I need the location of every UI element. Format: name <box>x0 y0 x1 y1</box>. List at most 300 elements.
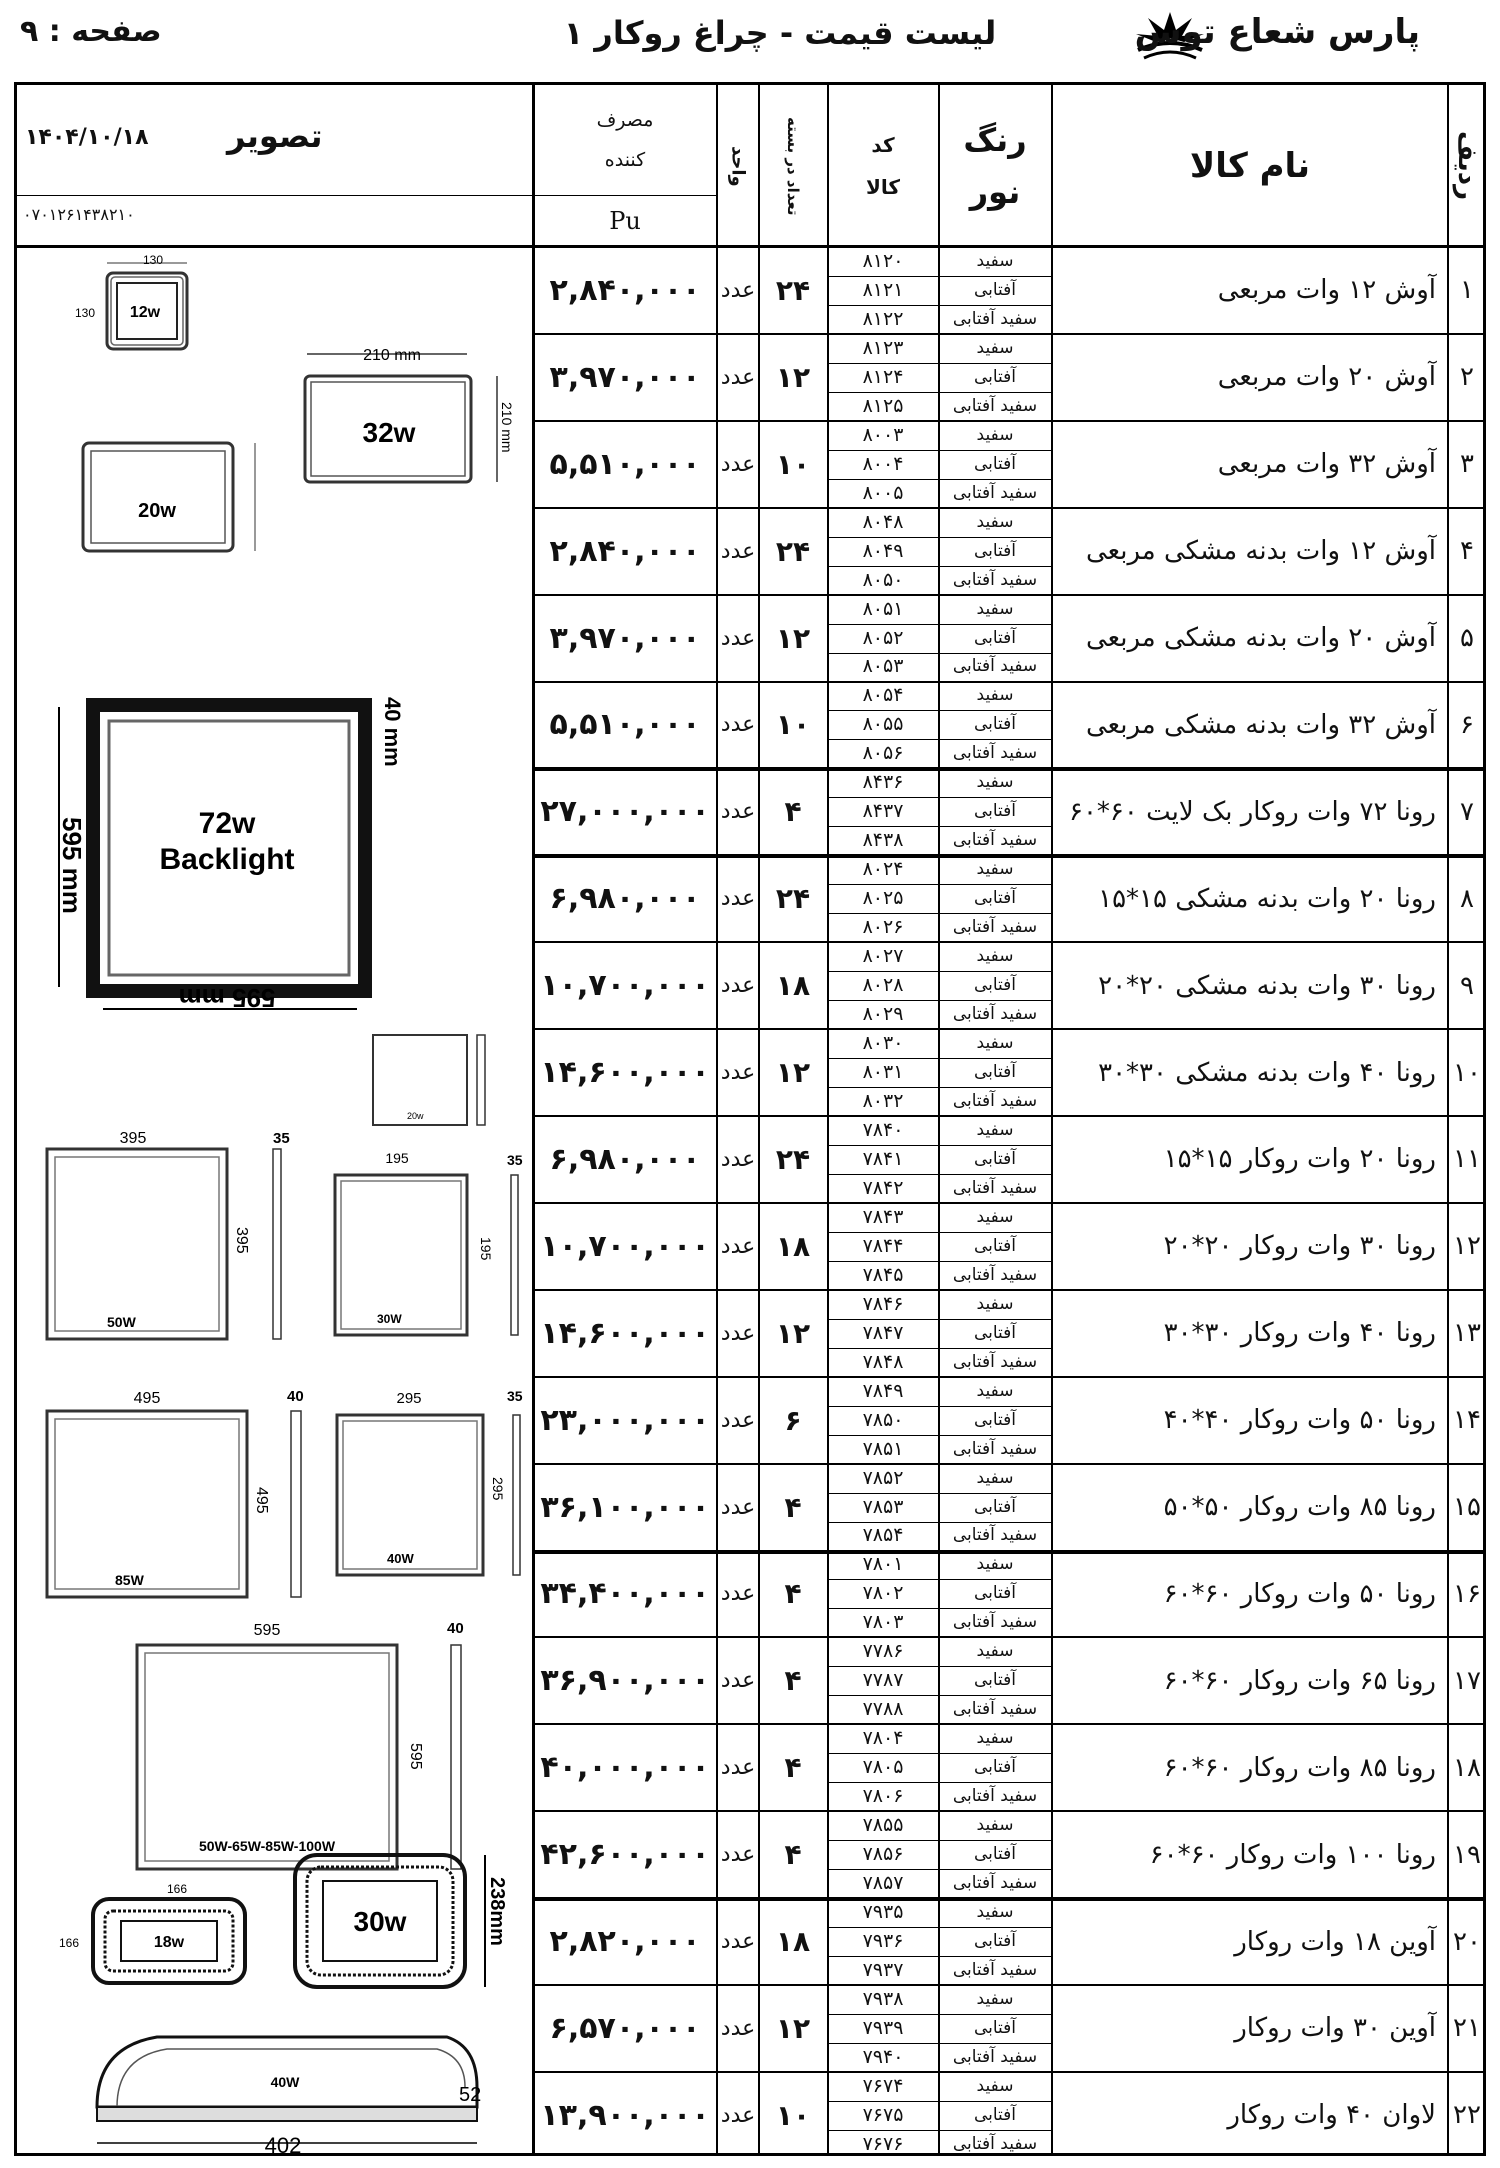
label-32w: 32w <box>362 417 416 448</box>
light-color: آفتابی <box>973 1235 1017 1256</box>
row-divider <box>533 1636 1483 1638</box>
row-number: ۱۲ <box>1453 1231 1481 1262</box>
column-header-pack: تعداد در بسته <box>784 116 802 216</box>
row-number: ۲ <box>1460 362 1474 393</box>
table-row <box>533 942 1489 1029</box>
dim-35-c: 35 <box>507 1388 523 1404</box>
contact-phone: ۰۷۰۱۲۶۱۴۳۸۲۱۰ <box>23 205 135 224</box>
unit: عدد <box>720 1668 756 1694</box>
product-code: ۸۰۰۵ <box>862 481 904 504</box>
pack-quantity: ۱۸ <box>775 969 811 1003</box>
light-color: سفید آفتابی <box>952 1525 1038 1546</box>
light-color: سفید <box>976 1119 1014 1140</box>
column-header-price-line1: مصرف <box>596 109 654 131</box>
product-code: ۸۴۳۸ <box>862 829 904 852</box>
light-color: سفید آفتابی <box>952 1351 1038 1372</box>
light-color: سفید <box>976 424 1014 445</box>
column-divider <box>716 85 718 2153</box>
table-row <box>533 334 1489 421</box>
page-number: صفحه : ۹ <box>20 14 162 49</box>
product-code: ۷۸۵۶ <box>862 1843 904 1866</box>
product-code: ۷۸۵۳ <box>862 1495 904 1518</box>
row-divider <box>533 1463 1483 1465</box>
row-divider <box>533 1028 1483 1030</box>
pack-quantity: ۴ <box>784 1751 802 1785</box>
row-divider <box>533 1115 1483 1117</box>
product-code: ۸۰۲۸ <box>862 974 904 997</box>
row-number: ۷ <box>1460 796 1474 827</box>
document-title: لیست قیمت - چراغ روکار ۱ <box>563 14 997 52</box>
product-code: ۸۰۲۹ <box>862 1003 904 1026</box>
product-name: آوش ۳۲ وات مربعی <box>1217 449 1436 480</box>
dim-40-b: 40 <box>447 1620 464 1637</box>
row-number: ۶ <box>1460 709 1474 740</box>
unit: عدد <box>720 1407 756 1433</box>
row-number: ۲۰ <box>1453 1926 1481 1957</box>
dim-35-a: 35 <box>273 1130 290 1147</box>
light-color: آفتابی <box>973 714 1017 735</box>
dim-52: 52 <box>459 2084 482 2106</box>
light-color: سفید <box>976 1293 1014 1314</box>
unit: عدد <box>720 2102 756 2128</box>
table-row <box>533 1464 1489 1551</box>
avin-30w-image <box>287 1847 517 1997</box>
pu-divider <box>533 195 717 196</box>
light-color: سفید <box>976 1902 1014 1923</box>
light-colors <box>939 768 1051 855</box>
product-name: آوین ۱۸ وات روکار <box>1234 1926 1436 1957</box>
row-number: ۱۳ <box>1453 1318 1481 1349</box>
light-color: آفتابی <box>973 1844 1017 1865</box>
header-divider <box>17 245 1483 248</box>
price-date: ۱۴۰۴/۱۰/۱۸ <box>25 125 149 150</box>
row-divider <box>533 1897 1483 1901</box>
pack-quantity: ۱۲ <box>775 621 811 655</box>
product-codes <box>828 1985 938 2072</box>
product-code: ۷۸۰۵ <box>862 1756 904 1779</box>
label-30w-avin: 30w <box>353 1906 407 1937</box>
light-color: آفتابی <box>973 1322 1017 1343</box>
pack-quantity: ۱۸ <box>775 1229 811 1263</box>
product-code: ۸۰۴۸ <box>862 510 904 533</box>
table-row <box>533 1551 1489 1638</box>
light-color: آفتابی <box>973 1670 1017 1691</box>
column-header-price-line2: کننده <box>604 149 646 171</box>
light-color: سفید آفتابی <box>952 2133 1038 2154</box>
row-number: ۹ <box>1460 970 1474 1001</box>
product-code: ۷۸۵۲ <box>862 1466 904 1489</box>
product-code: ۷۸۰۴ <box>862 1727 904 1750</box>
light-color: آفتابی <box>973 888 1017 909</box>
light-color: سفید <box>976 1467 1014 1488</box>
product-name: آوش ۱۲ وات بدنه مشکی مربعی <box>1086 536 1436 567</box>
product-code: ۷۷۸۶ <box>862 1640 904 1663</box>
light-color: سفید <box>976 1641 1014 1662</box>
light-color: سفید <box>976 2075 1014 2096</box>
product-code: ۷۹۳۹ <box>862 2016 904 2039</box>
light-color: سفید <box>976 1988 1014 2009</box>
product-codes <box>828 1811 938 1898</box>
product-name: رونا ۴۰ وات بدنه مشکی ۳۰*۳۰ <box>1098 1057 1436 1088</box>
pack-quantity: ۶ <box>784 1403 802 1437</box>
unit: عدد <box>720 2015 756 2041</box>
pack-quantity: ۲۴ <box>775 1142 811 1176</box>
rona-50w-image <box>37 1127 297 1347</box>
brand-name: پارس شعاع توس <box>1134 12 1420 52</box>
light-colors <box>939 1637 1051 1724</box>
product-codes <box>828 1464 938 1551</box>
dim-595-side: 595 <box>407 1743 424 1770</box>
light-color: سفید <box>976 1554 1014 1575</box>
row-number: ۲۲ <box>1453 2100 1481 2131</box>
consumer-price: ۱۴,۶۰۰,۰۰۰ <box>540 1315 710 1351</box>
dim-166-side: 166 <box>59 1936 80 1950</box>
light-color: سفید آفتابی <box>952 1438 1038 1459</box>
product-code: ۷۹۳۵ <box>862 1901 904 1924</box>
light-color: سفید آفتابی <box>952 830 1038 851</box>
light-color: سفید آفتابی <box>952 743 1038 764</box>
product-code: ۸۰۵۴ <box>862 684 904 707</box>
light-color: آفتابی <box>973 1148 1017 1169</box>
light-color: آفتابی <box>973 453 1017 474</box>
product-code: ۸۰۲۷ <box>862 945 904 968</box>
consumer-price: ۲۳,۰۰۰,۰۰۰ <box>540 1402 710 1438</box>
light-color: سفید آفتابی <box>952 2046 1038 2067</box>
product-name: رونا ۴۰ وات روکار ۳۰*۳۰ <box>1163 1318 1436 1349</box>
product-code: ۸۰۳۰ <box>862 1032 904 1055</box>
product-code: ۸۰۵۵ <box>862 713 904 736</box>
light-color: سفید آفتابی <box>952 569 1038 590</box>
unit: عدد <box>720 1755 756 1781</box>
row-number: ۱۹ <box>1453 1839 1481 1870</box>
pack-quantity: ۱۲ <box>775 1056 811 1090</box>
product-name: رونا ۷۲ وات روکار بک لایت ۶۰*۶۰ <box>1068 796 1436 827</box>
product-code: ۸۰۳۲ <box>862 1089 904 1112</box>
column-header-code-line1: کد <box>871 133 895 157</box>
product-code: ۷۷۸۷ <box>862 1669 904 1692</box>
light-color: آفتابی <box>973 627 1017 648</box>
light-color: آفتابی <box>973 2104 1017 2125</box>
product-name: آوش ۱۲ وات مربعی <box>1217 275 1436 306</box>
light-colors <box>939 2072 1051 2159</box>
unit: عدد <box>720 886 756 912</box>
consumer-price: ۲,۸۲۰,۰۰۰ <box>549 1924 701 1960</box>
label-40w: 40W <box>387 1551 414 1566</box>
light-color: سفید آفتابی <box>952 1786 1038 1807</box>
product-name: رونا ۲۰ وات روکار ۱۵*۱۵ <box>1163 1144 1436 1175</box>
product-code: ۷۸۵۰ <box>862 1408 904 1431</box>
product-code: ۷۸۴۸ <box>862 1350 904 1373</box>
price-table <box>14 82 1486 2156</box>
product-name: رونا ۸۵ وات روکار ۵۰*۵۰ <box>1163 1492 1436 1523</box>
unit: عدد <box>720 1060 756 1086</box>
product-code: ۸۰۵۶ <box>862 742 904 765</box>
column-header-pu: Pu <box>609 207 641 235</box>
product-codes <box>828 421 938 508</box>
light-color: آفتابی <box>973 1583 1017 1604</box>
avosh-12w-image <box>67 255 197 355</box>
product-code: ۸۱۲۲ <box>862 307 904 330</box>
unit: عدد <box>720 451 756 477</box>
light-color: سفید <box>976 1206 1014 1227</box>
row-divider <box>533 681 1483 683</box>
row-number: ۱ <box>1460 275 1474 306</box>
product-name: آوش ۳۲ وات بدنه مشکی مربعی <box>1086 709 1436 740</box>
product-code: ۷۸۴۶ <box>862 1292 904 1315</box>
light-color: آفتابی <box>973 1062 1017 1083</box>
product-code: ۸۴۳۶ <box>862 771 904 794</box>
product-code: ۷۷۸۸ <box>862 1698 904 1721</box>
product-name: آوین ۳۰ وات روکار <box>1234 2013 1436 2044</box>
light-color: آفتابی <box>973 1496 1017 1517</box>
light-colors <box>939 682 1051 769</box>
unit: عدد <box>720 625 756 651</box>
light-colors <box>939 1377 1051 1464</box>
unit: عدد <box>720 1494 756 1520</box>
product-code: ۷۸۵۴ <box>862 1524 904 1547</box>
product-code: ۸۱۲۴ <box>862 365 904 388</box>
dim-402: 402 <box>264 2133 302 2158</box>
unit: عدد <box>720 1233 756 1259</box>
dim-595-top: 595 <box>253 1622 281 1639</box>
consumer-price: ۱۰,۷۰۰,۰۰۰ <box>540 1228 710 1264</box>
product-code: ۷۸۵۵ <box>862 1814 904 1837</box>
light-color: سفید <box>976 859 1014 880</box>
dim-595mm-bottom: 595 mm <box>178 983 276 1013</box>
column-header-color-line2: نور <box>969 173 1021 211</box>
product-code: ۷۹۳۷ <box>862 1958 904 1981</box>
product-codes <box>828 247 938 334</box>
product-codes <box>828 334 938 421</box>
table-row <box>533 768 1489 855</box>
label-20w: 20w <box>138 500 176 522</box>
row-divider <box>533 1810 1483 1812</box>
brand <box>1130 6 1420 66</box>
pack-quantity: ۱۰ <box>775 708 811 742</box>
column-divider <box>938 85 940 2153</box>
product-code: ۷۸۴۷ <box>862 1321 904 1344</box>
consumer-price: ۳۶,۱۰۰,۰۰۰ <box>540 1489 710 1525</box>
label-30w: 30W <box>377 1312 402 1326</box>
pack-quantity: ۱۲ <box>775 360 811 394</box>
product-code: ۷۸۰۶ <box>862 1785 904 1808</box>
row-divider <box>533 854 1483 858</box>
lavan-40w-image <box>77 2017 497 2157</box>
table-row <box>533 1029 1489 1116</box>
light-color: سفید آفتابی <box>952 1873 1038 1894</box>
light-color: سفید آفتابی <box>952 1090 1038 1111</box>
row-number: ۸ <box>1460 883 1474 914</box>
product-name: لاوان ۴۰ وات روکار <box>1227 2100 1436 2131</box>
light-color: آفتابی <box>973 975 1017 996</box>
table-row <box>533 1637 1489 1724</box>
pack-quantity: ۴ <box>784 795 802 829</box>
table-row <box>533 1985 1489 2072</box>
avin-18w-image <box>47 1879 267 1989</box>
light-color: سفید آفتابی <box>952 482 1038 503</box>
product-code: ۸۰۴۹ <box>862 539 904 562</box>
row-number: ۱۴ <box>1453 1405 1481 1436</box>
light-colors <box>939 1551 1051 1638</box>
light-colors <box>939 334 1051 421</box>
product-code: ۷۹۳۸ <box>862 1987 904 2010</box>
product-code: ۷۸۴۹ <box>862 1379 904 1402</box>
dim-166-top: 166 <box>166 1882 188 1896</box>
dim-295-top: 295 <box>396 1390 422 1407</box>
table-row <box>533 1724 1489 1811</box>
unit: عدد <box>720 1842 756 1868</box>
product-code: ۷۸۵۷ <box>862 1872 904 1895</box>
product-codes <box>828 942 938 1029</box>
consumer-price: ۲,۸۴۰,۰۰۰ <box>549 533 701 569</box>
product-codes <box>828 2072 938 2159</box>
product-codes <box>828 1116 938 1203</box>
dim-130-top: 130 <box>142 253 164 267</box>
product-code: ۸۰۰۳ <box>862 423 904 446</box>
row-divider <box>533 1376 1483 1378</box>
product-code: ۷۹۴۰ <box>862 2045 904 2068</box>
consumer-price: ۲,۸۴۰,۰۰۰ <box>549 272 701 308</box>
row-number: ۱۵ <box>1453 1492 1481 1523</box>
row-divider <box>533 507 1483 509</box>
light-color: آفتابی <box>973 1931 1017 1952</box>
product-name: رونا ۱۰۰ وات روکار ۶۰*۶۰ <box>1149 1839 1436 1870</box>
consumer-price: ۳۶,۹۰۰,۰۰۰ <box>540 1663 710 1699</box>
label-multi-watt: 50W-65W-85W-100W <box>198 1838 336 1854</box>
pack-quantity: ۲۴ <box>775 534 811 568</box>
consumer-price: ۱۳,۹۰۰,۰۰۰ <box>540 2097 710 2133</box>
light-color: سفید <box>976 337 1014 358</box>
table-row <box>533 247 1489 334</box>
light-color: سفید <box>976 1728 1014 1749</box>
light-colors <box>939 1116 1051 1203</box>
unit: عدد <box>720 1146 756 1172</box>
pack-quantity: ۲۴ <box>775 882 811 916</box>
light-color: سفید آفتابی <box>952 656 1038 677</box>
column-header-radif: ردیف <box>1452 131 1482 201</box>
row-number: ۱۷ <box>1453 1665 1481 1696</box>
unit: عدد <box>720 712 756 738</box>
pack-quantity: ۴ <box>784 1664 802 1698</box>
light-colors <box>939 1203 1051 1290</box>
row-divider <box>533 941 1483 943</box>
table-row <box>533 855 1489 942</box>
product-codes <box>828 1724 938 1811</box>
column-header-unit: واحد <box>727 145 749 187</box>
column-header-price <box>533 85 717 195</box>
unit: عدد <box>720 1581 756 1607</box>
product-code: ۸۱۲۵ <box>862 394 904 417</box>
row-number: ۱۰ <box>1453 1057 1481 1088</box>
column-header-color <box>939 85 1051 247</box>
light-colors <box>939 421 1051 508</box>
product-code: ۷۸۰۳ <box>862 1611 904 1634</box>
table-row <box>533 1203 1489 1290</box>
product-code: ۷۸۴۰ <box>862 1118 904 1141</box>
product-codes <box>828 595 938 682</box>
label-18w: 18w <box>153 1934 185 1951</box>
consumer-price: ۱۰,۷۰۰,۰۰۰ <box>540 968 710 1004</box>
light-color: آفتابی <box>973 279 1017 300</box>
light-color: آفتابی <box>973 1409 1017 1430</box>
dim-210-side: 210 mm <box>499 402 515 453</box>
light-colors <box>939 1985 1051 2072</box>
product-code: ۷۸۰۲ <box>862 1582 904 1605</box>
product-name: رونا ۸۵ وات روکار ۶۰*۶۰ <box>1163 1752 1436 1783</box>
product-codes <box>828 855 938 942</box>
light-colors <box>939 1029 1051 1116</box>
pack-quantity: ۴ <box>784 1838 802 1872</box>
dim-238mm: 238mm <box>486 1877 508 1946</box>
row-divider <box>533 1984 1483 1986</box>
row-divider <box>533 1202 1483 1204</box>
dim-130-side: 130 <box>75 306 96 320</box>
product-code: ۷۹۳۶ <box>862 1930 904 1953</box>
light-color: سفید آفتابی <box>952 1004 1038 1025</box>
label-72w: 72w <box>198 807 256 840</box>
column-divider <box>532 85 535 2153</box>
product-code: ۸۰۲۴ <box>862 858 904 881</box>
product-code: ۷۸۴۵ <box>862 1263 904 1286</box>
product-code: ۸۰۰۴ <box>862 452 904 475</box>
light-color: سفید <box>976 1033 1014 1054</box>
row-divider <box>533 594 1483 596</box>
pack-quantity: ۱۰ <box>775 447 811 481</box>
pack-quantity: ۲۴ <box>775 273 811 307</box>
product-code: ۷۶۷۶ <box>862 2132 904 2155</box>
light-color: آفتابی <box>973 540 1017 561</box>
rona-40w-image <box>327 1387 527 1587</box>
row-divider <box>533 1550 1483 1554</box>
light-colors <box>939 508 1051 595</box>
product-code: ۷۸۰۱ <box>862 1553 904 1576</box>
product-code: ۸۰۲۶ <box>862 916 904 939</box>
product-codes <box>828 768 938 855</box>
product-images <box>17 247 533 2159</box>
dim-295-side: 295 <box>490 1477 506 1501</box>
rona-20w-black-image <box>367 1019 507 1129</box>
pack-quantity: ۱۰ <box>775 2098 811 2132</box>
light-color: سفید آفتابی <box>952 1959 1038 1980</box>
product-code: ۷۸۴۴ <box>862 1234 904 1257</box>
product-codes <box>828 1551 938 1638</box>
consumer-price: ۶,۹۸۰,۰۰۰ <box>549 1141 701 1177</box>
row-divider <box>533 420 1483 422</box>
light-color: سفید <box>976 685 1014 706</box>
table-row <box>533 508 1489 595</box>
label-85w: 85W <box>115 1572 144 1588</box>
row-divider <box>533 1723 1483 1725</box>
consumer-price: ۶,۹۸۰,۰۰۰ <box>549 881 701 917</box>
column-header-color-line1: رنگ <box>963 121 1027 159</box>
product-code: ۷۸۴۱ <box>862 1147 904 1170</box>
light-color: سفید آفتابی <box>952 1177 1038 1198</box>
row-number: ۲۱ <box>1453 2013 1481 2044</box>
column-header-image <box>17 85 533 247</box>
avosh-20w-image <box>77 437 277 557</box>
unit: عدد <box>720 1929 756 1955</box>
column-header-name: نام کالا <box>1189 146 1311 186</box>
product-codes <box>828 1029 938 1116</box>
unit: عدد <box>720 1320 756 1346</box>
unit: عدد <box>720 277 756 303</box>
consumer-price: ۵,۵۱۰,۰۰۰ <box>549 446 701 482</box>
table-row <box>533 1811 1489 1898</box>
label-20w-small: 20w <box>407 1111 424 1121</box>
dim-210-top: 210 mm <box>363 347 421 364</box>
rona-30w-image <box>327 1147 527 1347</box>
row-number: ۳ <box>1460 449 1474 480</box>
